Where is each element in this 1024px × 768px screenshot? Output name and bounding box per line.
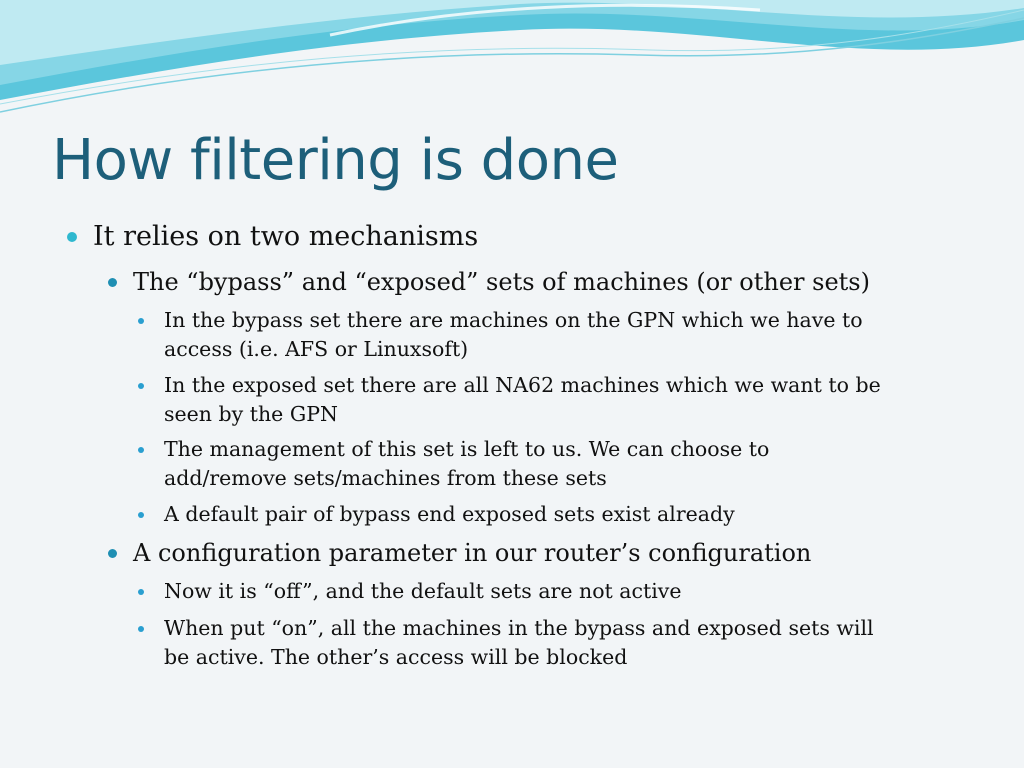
bullet-text-line: The management of this set is left to us. We can choose to — [164, 437, 770, 461]
bullet-level2-item — [133, 268, 870, 296]
bullet-level3-item — [164, 577, 682, 606]
bullet-dot-icon — [67, 232, 77, 242]
bullet-level3-item — [164, 614, 874, 672]
bullet-text-line: Now it is “off”, and the default sets are not active — [164, 579, 682, 603]
header-wave-decoration — [0, 0, 1024, 130]
bullet-dot-icon — [138, 318, 144, 324]
bullet-dot-icon — [138, 626, 144, 632]
bullet-text: It relies on two mechanisms — [93, 221, 479, 252]
bullet-text-line: When put “on”, all the machines in the bypass and exposed sets will — [164, 616, 874, 640]
bullet-level3-item — [164, 435, 769, 493]
bullet-level2-item — [133, 539, 811, 567]
bullet-dot-icon — [138, 383, 144, 389]
bullet-level3-item — [164, 306, 863, 364]
bullet-text-line: In the bypass set there are machines on the GPN which we have to — [164, 308, 863, 332]
bullet-dot-icon — [138, 512, 144, 518]
bullet-text-line: add/remove sets/machines from these sets — [164, 466, 607, 490]
bullet-level1-item — [93, 222, 478, 252]
bullet-text-line: seen by the GPN — [164, 402, 338, 426]
bullet-text-line: access (i.e. AFS or Linuxsoft) — [164, 337, 469, 361]
bullet-dot-icon — [108, 278, 117, 287]
slide-title: How filtering is done — [52, 128, 619, 193]
bullet-dot-icon — [138, 589, 144, 595]
bullet-level3-item — [164, 500, 735, 529]
bullet-text: The “bypass” and “exposed” sets of machines (or other sets) — [133, 268, 870, 296]
bullet-text-line: be active. The other’s access will be blocked — [164, 645, 628, 669]
bullet-text-line: In the exposed set there are all NA62 machines which we want to be — [164, 373, 881, 397]
bullet-dot-icon — [138, 447, 144, 453]
bullet-text-line: A default pair of bypass end exposed sets exist already — [164, 502, 735, 526]
bullet-level3-item — [164, 371, 881, 429]
bullet-dot-icon — [108, 549, 117, 558]
bullet-text: A configuration parameter in our router’s configuration — [133, 539, 812, 567]
